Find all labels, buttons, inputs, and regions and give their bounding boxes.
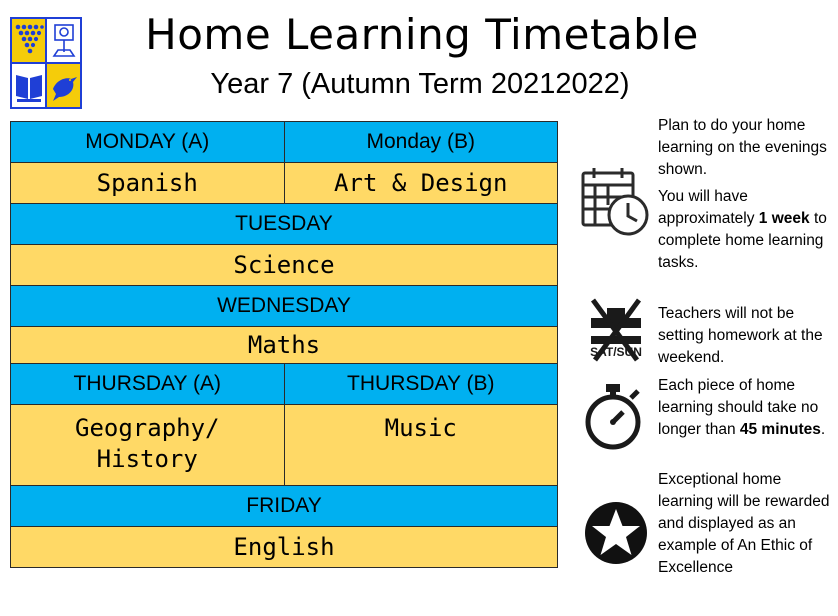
table-row bbox=[11, 286, 558, 327]
star-badge-icon bbox=[583, 500, 649, 571]
subject-thursday-a-line1: Geography/ bbox=[75, 414, 220, 442]
note-reward: Exceptional home learning will be rewarded and displayed as an example of An Ethic of Excellence bbox=[658, 471, 830, 576]
subject-monday-a: Spanish bbox=[11, 163, 285, 204]
note-time-before: Each piece of home learning should take no longer than bbox=[658, 377, 819, 438]
day-tuesday: TUESDAY bbox=[11, 204, 558, 245]
note-week-after: to complete home learning tasks. bbox=[658, 210, 827, 271]
stopwatch-icon bbox=[583, 378, 647, 459]
table-row bbox=[11, 364, 558, 405]
logo-scientific-equipment-icon bbox=[47, 19, 80, 62]
school-logo bbox=[10, 17, 82, 109]
table-row bbox=[11, 204, 558, 245]
subject-tuesday: Science bbox=[11, 245, 558, 286]
note-time-after: . bbox=[820, 421, 826, 438]
table-row bbox=[11, 327, 558, 364]
day-thursday-a: THURSDAY (A) bbox=[11, 364, 285, 405]
subject-thursday-b: Music bbox=[284, 405, 558, 486]
note-week-bold: 1 week bbox=[758, 210, 810, 227]
weekend-crossed-icon bbox=[585, 298, 647, 367]
table-row bbox=[11, 122, 558, 163]
table-row bbox=[11, 527, 558, 568]
note-week bbox=[658, 186, 830, 274]
page-subtitle: Year 7 (Autumn Term 20212022) bbox=[210, 68, 630, 100]
weekend-icon-label: SAT/SUN bbox=[590, 345, 642, 359]
day-friday: FRIDAY bbox=[11, 486, 558, 527]
table-row bbox=[11, 486, 558, 527]
note-time bbox=[658, 375, 830, 441]
subject-friday: English bbox=[11, 527, 558, 568]
subject-wednesday: Maths bbox=[11, 327, 558, 364]
subject-thursday-a-line2: History bbox=[96, 445, 198, 473]
logo-bowling-pins-icon bbox=[12, 19, 45, 62]
note-week-before: You will have approximately bbox=[658, 188, 759, 227]
day-wednesday: WEDNESDAY bbox=[11, 286, 558, 327]
day-monday-b: Monday (B) bbox=[284, 122, 558, 163]
logo-book-icon bbox=[12, 64, 45, 107]
table-row bbox=[11, 245, 558, 286]
note-weekend: Teachers will not be setting homework at the weekend. bbox=[658, 305, 823, 366]
page-title: Home Learning Timetable bbox=[145, 10, 699, 59]
subject-thursday-a bbox=[11, 405, 285, 486]
calendar-clock-icon bbox=[580, 165, 650, 242]
day-thursday-b: THURSDAY (B) bbox=[284, 364, 558, 405]
timetable bbox=[10, 121, 558, 568]
note-plan: Plan to do your home learning on the evenings shown. bbox=[658, 117, 827, 178]
table-row bbox=[11, 405, 558, 486]
note-time-bold: 45 minutes bbox=[739, 421, 821, 438]
subject-monday-b: Art & Design bbox=[284, 163, 558, 204]
logo-bird-icon bbox=[47, 64, 80, 107]
day-monday-a: MONDAY (A) bbox=[11, 122, 285, 163]
table-row bbox=[11, 163, 558, 204]
